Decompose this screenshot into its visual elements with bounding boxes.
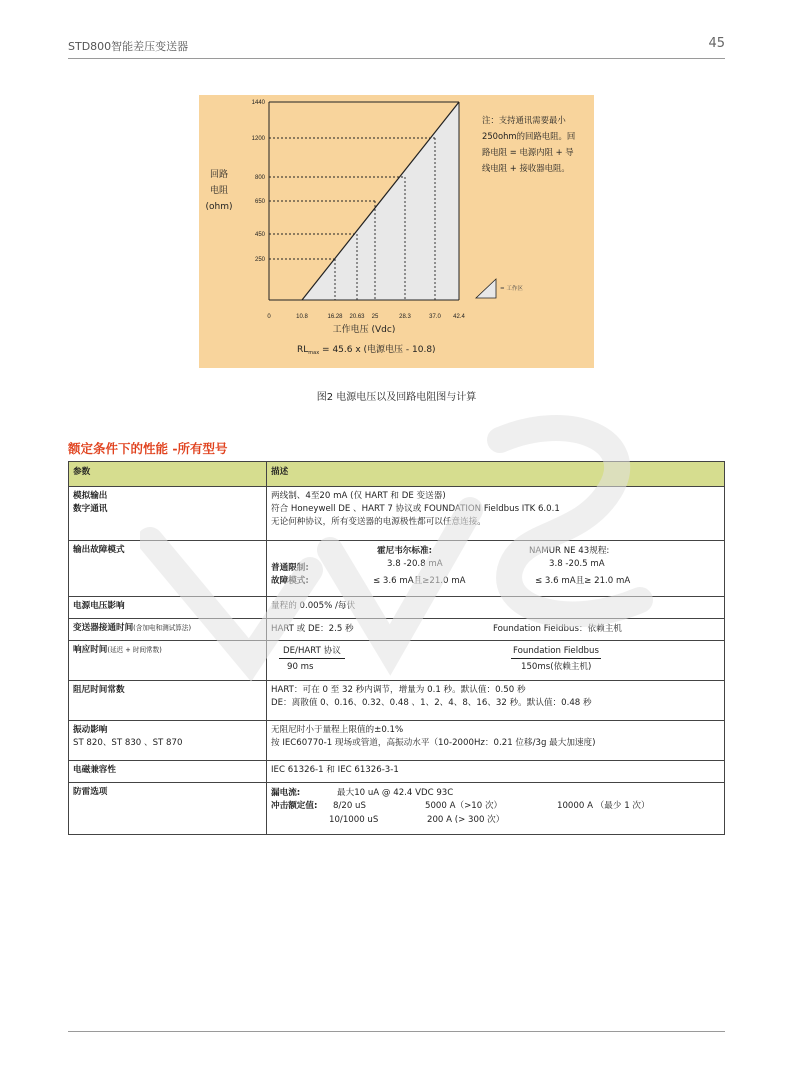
row-value: 无论何种协议，所有变送器的电源极性都可以任意连接。	[271, 517, 486, 527]
table-row	[69, 619, 725, 641]
row-value: DE：离散值 0、0.16、0.32、0.48 、1、2、4、8、16、32 秒。默认值：0.48 秒	[271, 698, 592, 708]
row-key: 电源电压影响	[69, 597, 267, 619]
section-title: 额定条件下的性能 -所有型号	[68, 441, 228, 456]
y-tick-label: 1440	[251, 100, 265, 106]
y-axis-label: (ohm)	[205, 202, 233, 212]
row-value: 按 IEC60770-1 现场或管道，高振动水平（10-2000Hz：0.21 位移/3g 最大加速度)	[271, 738, 596, 748]
surge-waveform: 8/20 uS	[333, 801, 366, 811]
table-row	[69, 681, 725, 721]
table-row	[69, 597, 725, 619]
surge-rating: 200 A (> 300 次）	[427, 815, 505, 825]
row-key: 阻尼时间常数	[69, 681, 267, 721]
table-row	[69, 783, 725, 835]
table-row	[69, 721, 725, 761]
row-key: 输出故障模式	[69, 541, 267, 597]
loop-resistance-chart	[199, 95, 594, 368]
table-row	[69, 641, 725, 681]
row-value: HART：可在 0 至 32 秒内调节，增量为 0.1 秒。默认值：0.50 秒	[271, 685, 526, 695]
page-number: 45	[708, 36, 725, 51]
y-tick-label: 450	[254, 232, 265, 238]
namur-normal: 3.8 -20.5 mA	[549, 559, 605, 569]
table-row	[69, 487, 725, 541]
row-value: 符合 Honeywell DE 、HART 7 协议或 FOUNDATION Fieldbus ITK 6.0.1	[271, 504, 560, 514]
x-tick-label: 16.28	[327, 314, 343, 320]
honeywell-failure: ≤ 3.6 mA且≥21.0 mA	[373, 576, 466, 586]
row-key: ST 820、ST 830 、ST 870	[73, 738, 183, 748]
header-param: 参数	[69, 462, 267, 487]
table-header-row	[69, 462, 725, 487]
leakage-value: 最大10 uA @ 42.4 VDC 93C	[337, 788, 454, 798]
surge-rating: 5000 A（>10 次）	[425, 801, 503, 811]
performance-table	[68, 461, 725, 835]
row-value: 量程的 0.005% /每伏	[267, 597, 725, 619]
y-axis-label: 回路	[209, 170, 229, 180]
row-key: 响应时间	[73, 645, 108, 655]
formula	[297, 343, 436, 356]
note-line: 注：支持通讯需要最小	[482, 115, 566, 125]
note-line: 250ohm的回路电阻。回	[482, 131, 576, 141]
x-tick-label: 20.63	[349, 314, 365, 320]
loop-resistance-figure	[199, 95, 594, 368]
col-honeywell: 霍尼韦尔标准:	[377, 546, 432, 556]
formula-subscript: max	[308, 350, 320, 356]
table-row	[69, 761, 725, 783]
x-tick-label: 42.4	[453, 314, 465, 320]
x-tick-label: 25	[371, 314, 379, 320]
row-key: 数字通讯	[73, 504, 108, 514]
footer-rule	[68, 1031, 725, 1032]
note-line: 路电阻 = 电源内阻 + 导	[482, 147, 574, 157]
label-normal-limit: 普通限制:	[271, 563, 309, 573]
x-tick-label: 0	[267, 314, 271, 320]
row-value: 两线制、4至20 mA (仅 HART 和 DE 变送器)	[271, 491, 446, 501]
response-hart: 90 ms	[287, 662, 314, 672]
row-key: 变送器接通时间	[73, 623, 134, 633]
surge-waveform: 10/1000 uS	[329, 815, 379, 825]
note-line: 线电阻 + 接收器电阻。	[482, 163, 570, 173]
row-value: 无阻尼时小于量程上限值的±0.1%	[271, 725, 404, 735]
row-value: Foundation Fieldbus：依赖主机	[493, 624, 622, 634]
x-axis-label: 工作电压 (Vdc)	[332, 325, 396, 335]
y-tick-label: 250	[254, 257, 265, 263]
response-head-ff: Foundation Fieldbus	[511, 645, 601, 659]
row-value: HART 或 DE：2.5 秒	[271, 624, 354, 634]
row-key-note: (延迟 + 时间常数)	[107, 646, 162, 654]
figure-caption: 图2 电源电压以及回路电阻图与计算	[316, 392, 477, 403]
header-desc: 描述	[267, 462, 725, 487]
label-leakage: 漏电流:	[271, 788, 301, 798]
response-head-hart: DE/HART 协议	[279, 645, 345, 659]
formula-expression: = 45.6 x (电源电压 - 10.8)	[319, 345, 436, 355]
row-key: 防雷选项	[69, 783, 267, 835]
y-tick-label: 1200	[251, 136, 265, 142]
row-key: 振动影响	[73, 725, 108, 735]
legend-triangle-icon	[476, 279, 496, 298]
formula-symbol: RL	[297, 345, 309, 355]
row-key-note: (含加电和测试算法)	[133, 624, 192, 632]
legend-label: = 工作区	[500, 286, 523, 292]
x-tick-label: 37.0	[429, 314, 441, 320]
surge-rating-single: 10000 A （最少 1 次）	[557, 801, 650, 811]
row-key: 模拟输出	[73, 491, 108, 501]
x-tick-label: 10.8	[296, 314, 308, 320]
x-tick-label: 28.3	[399, 314, 411, 320]
table-row	[69, 541, 725, 597]
page-header	[68, 36, 725, 59]
label-surge: 冲击额定值:	[271, 801, 318, 811]
document-title: STD800智能差压变送器	[68, 40, 189, 53]
y-axis-label: 电阻	[209, 186, 229, 196]
col-namur: NAMUR NE 43规程:	[529, 546, 610, 556]
row-value: IEC 61326-1 和 IEC 61326-3-1	[267, 761, 725, 783]
row-key: 电磁兼容性	[69, 761, 267, 783]
label-failure-mode: 故障模式:	[271, 576, 309, 586]
response-ff: 150ms(依赖主机)	[521, 662, 592, 672]
y-tick-label: 800	[254, 175, 265, 181]
namur-failure: ≤ 3.6 mA且≥ 21.0 mA	[535, 576, 631, 586]
y-tick-label: 650	[254, 199, 265, 205]
honeywell-normal: 3.8 -20.8 mA	[387, 559, 443, 569]
